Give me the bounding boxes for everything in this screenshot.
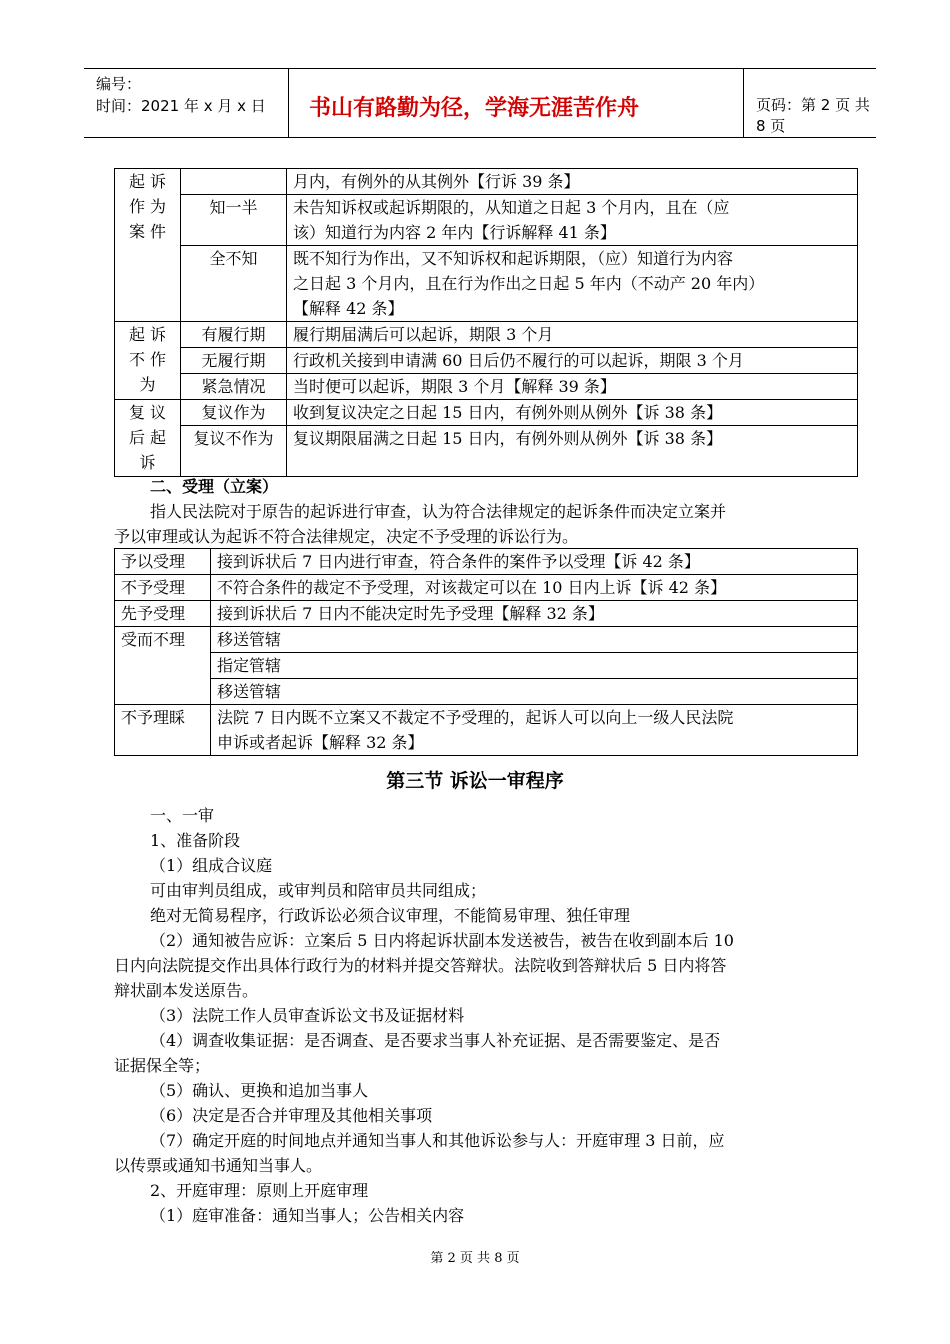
type-cell: 受而不理 [115, 627, 211, 705]
category-line: 不 作 [128, 350, 167, 369]
rule-cell: 接到诉状后 7 日内进行审查，符合条件的案件予以受理【诉 42 条】 [211, 549, 858, 575]
type-cell: 不予受理 [115, 575, 211, 601]
table-row [115, 348, 858, 374]
header-motto-cell [288, 69, 744, 137]
body-line: 一、一审 [150, 806, 215, 825]
rule-line: 申诉或者起诉【解释 32 条】 [217, 733, 424, 752]
header-number: 编号： [96, 75, 142, 93]
category-cell [115, 322, 181, 400]
rule-line: 未告知诉权或起诉期限的，从知道之日起 3 个月内，且在（应 [293, 198, 730, 217]
rule-cell: 之日起 3 个月内，且在行为作出之日起 5 年内（不动产 20 年内） [287, 271, 858, 296]
body-line: （1）组成合议庭 [150, 856, 273, 875]
table-row [115, 195, 858, 221]
subcategory-cell: 复议不作为 [181, 426, 287, 477]
subcategory-cell: 知一半 [181, 195, 287, 246]
rule-cell: 既不知行为作出，又不知诉权和起诉期限，（应）知道行为内容 [287, 246, 858, 272]
body-line: 以传票或通知书通知当事人。 [114, 1156, 323, 1175]
category-line: 后 起 [128, 428, 167, 447]
subcategory-cell: 全不知 [181, 246, 287, 322]
table-row [115, 679, 858, 705]
body-line: 2、开庭审理：原则上开庭审理 [150, 1181, 369, 1200]
rule-cell: 接到诉状后 7 日内不能决定时先予受理【解释 32 条】 [211, 601, 858, 627]
subcategory-cell: 有履行期 [181, 322, 287, 348]
body-line: （4）调查收集证据：是否调查、是否要求当事人补充证据、是否需要鉴定、是否 [150, 1031, 721, 1050]
category-line: 诉 [139, 453, 156, 472]
body-line: 日内向法院提交作出具体行政行为的材料并提交答辩状。法院收到答辩状后 5 日内将答 [114, 956, 727, 975]
rule-cell: 当时便可以起诉，期限 3 个月【解释 39 条】 [287, 374, 858, 400]
body-line: 绝对无简易程序，行政诉讼必须合议审理，不能简易审理、独任审理 [150, 906, 631, 925]
table-row [115, 575, 858, 601]
rule-line: 法院 7 日内既不立案又不裁定不予受理的，起诉人可以向上一级人民法院 [217, 708, 734, 727]
category-line: 起 诉 [128, 172, 167, 191]
rule-cell [211, 705, 858, 756]
subcategory-cell [181, 169, 287, 195]
rule-cell: 复议期限届满之日起 15 日内，有例外则从例外【诉 38 条】 [287, 426, 858, 477]
body-line: 证据保全等； [114, 1056, 211, 1075]
rule-cell: 不符合条件的裁定不予受理，对该裁定可以在 10 日内上诉【诉 42 条】 [211, 575, 858, 601]
header-time: 时间：2021 年 x 月 x 日 [96, 97, 266, 115]
acceptance-table [114, 548, 858, 756]
category-line: 为 [139, 375, 156, 394]
subcategory-cell: 无履行期 [181, 348, 287, 374]
filing-deadline-table [114, 168, 858, 477]
body-line: （6）决定是否合并审理及其他相关事项 [150, 1106, 433, 1125]
table-row [115, 653, 858, 679]
body-line: （3）法院工作人员审查诉讼文书及证据材料 [150, 1006, 465, 1025]
rule-cell: 行政机关接到申请满 60 日后仍不履行的可以起诉，期限 3 个月 [287, 348, 858, 374]
acceptance-para-line: 指人民法院对于原告的起诉进行审查，认为符合法律规定的起诉条件而决定立案并 [150, 502, 727, 521]
header-motto: 书山有路勤为径，学海无涯苦作舟 [309, 96, 640, 121]
subcategory-cell: 紧急情况 [181, 374, 287, 400]
table-row [115, 400, 858, 426]
category-line: 作 为 [128, 197, 167, 216]
rule-cell: 指定管辖 [211, 653, 858, 679]
body-line: 1、准备阶段 [150, 831, 241, 850]
rule-cell: 移送管辖 [211, 627, 858, 653]
table-row [115, 246, 858, 272]
acceptance-para-line: 予以审理或认为起诉不符合法律规定，决定不予受理的诉讼行为。 [114, 527, 579, 546]
header-meta [84, 69, 288, 137]
category-cell [115, 169, 181, 322]
table-row [115, 549, 858, 575]
rule-cell: 月内，有例外的从其例外【行诉 39 条】 [287, 169, 858, 195]
type-cell: 先予受理 [115, 601, 211, 627]
table-row [115, 705, 858, 756]
rule-cell: 【解释 42 条】 [287, 296, 858, 322]
body-line: （7）确定开庭的时间地点并通知当事人和其他诉讼参与人：开庭审理 3 日前，应 [150, 1131, 725, 1150]
category-line: 起 诉 [128, 325, 167, 344]
page-header [84, 68, 876, 138]
table-row [115, 601, 858, 627]
table-row [115, 627, 858, 653]
table-row [115, 322, 858, 348]
body-line: （5）确认、更换和追加当事人 [150, 1081, 369, 1100]
rule-cell: 履行期届满后可以起诉，期限 3 个月 [287, 322, 858, 348]
type-cell: 不予理睬 [115, 705, 211, 756]
category-line: 案 件 [128, 222, 167, 241]
category-cell [115, 400, 181, 477]
table-row [115, 374, 858, 400]
header-page: 页码：第 2 页 共 8 页 [756, 96, 870, 135]
table-row [115, 169, 858, 195]
rule-cell: 收到复议决定之日起 15 日内，有例外则从例外【诉 38 条】 [287, 400, 858, 426]
section-title: 第三节 诉讼一审程序 [386, 770, 564, 792]
body-line: （1）庭审准备：通知当事人；公告相关内容 [150, 1206, 465, 1225]
rule-cell: 该）知道行为内容 2 年内【行诉解释 41 条】 [287, 220, 858, 246]
acceptance-heading: 二、受理（立案） [150, 477, 279, 496]
body-line: （2）通知被告应诉：立案后 5 日内将起诉状副本发送被告，被告在收到副本后 10 [150, 931, 734, 950]
page-footer: 第 2 页 共 8 页 [430, 1251, 520, 1266]
body-line: 辩状副本发送原告。 [114, 981, 259, 1000]
category-line: 复 议 [128, 403, 167, 422]
rule-cell: 移送管辖 [211, 679, 858, 705]
type-cell: 予以受理 [115, 549, 211, 575]
rule-cell [287, 195, 858, 221]
subcategory-cell: 复议作为 [181, 400, 287, 426]
body-line: 可由审判员组成，或审判员和陪审员共同组成； [150, 881, 487, 900]
